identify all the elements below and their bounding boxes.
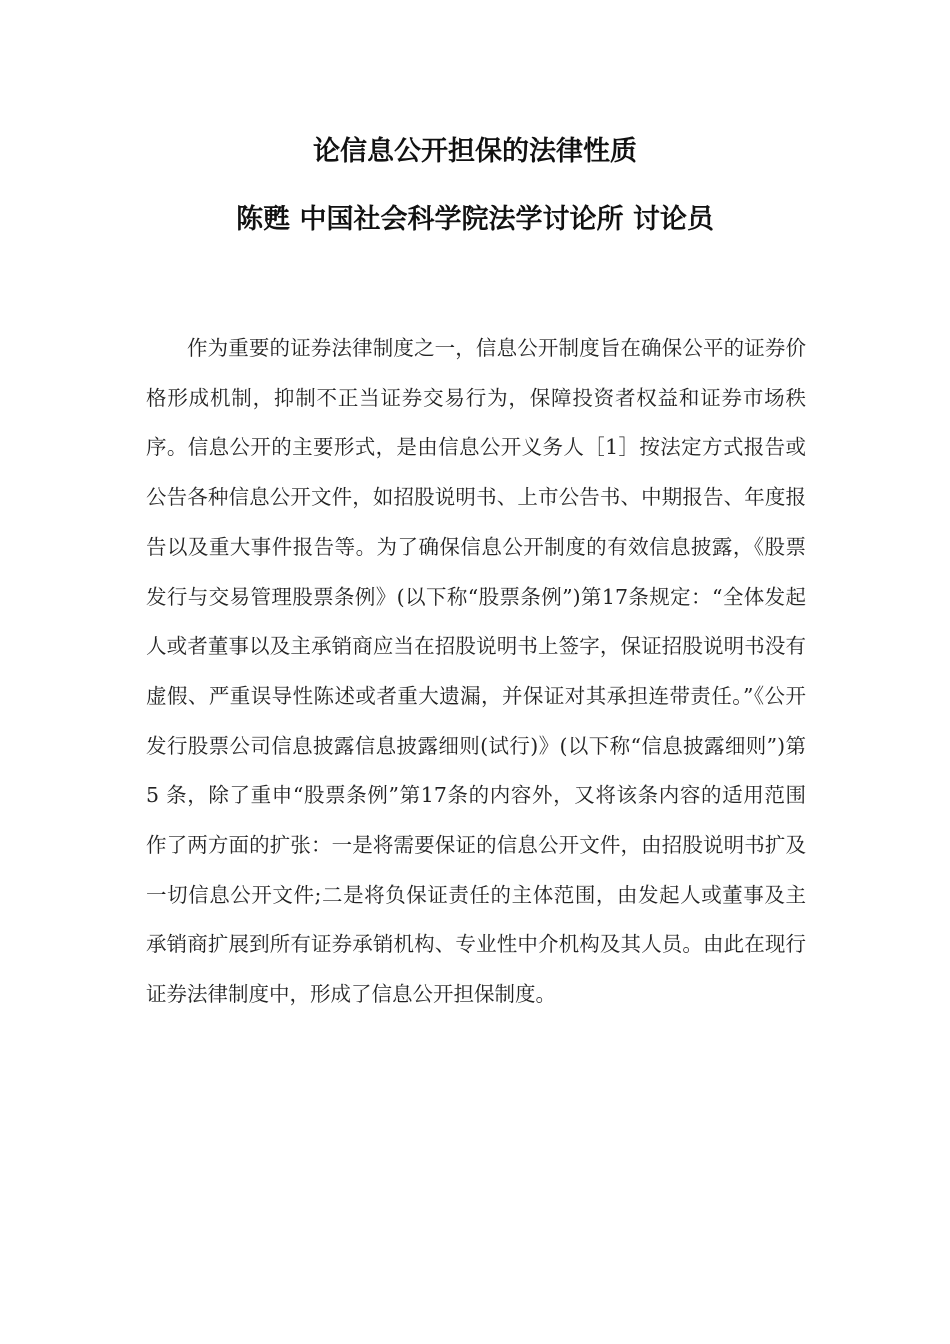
document-title: 论信息公开担保的法律性质 — [313, 136, 637, 167]
author-line: 陈甦 中国社会科学院法学讨论所 讨论员 — [236, 204, 714, 235]
body-paragraph: 作为重要的证券法律制度之一，信息公开制度旨在确保公平的证券价格形成机制，抑制不正当证券交易行为，保障投资者权益和证券市场秩序。信息公开的主要形式，是由信息公开义务人［1］按法定方式报告或公告各种信息公开文件，如招股说明书、上市公告书、中期报告、年度报告以及重大事件报告等。为了确保信息公开制度的有效信息披露，《股票发行与交易管理股票条例》(以下称“股票条例”)第17条规定：“全体发起人或者董事以及主承销商应当在招股说明书上签字，保证招股说明书没有虚假、严重误导性陈述或者重大遗漏，并保证对其承担连带责任。”《公开发行股票公司信息披露信息披露细则(试行)》(以下称“信息披露细则”)第5 条，除了重申“股票条例”第17条的内容外，又将该条内容的适用范围作了两方面的扩张：一是将需要保证的信息公开文件，由招股说明书扩及一切信息公开文件;二是将负保证责任的主体范围，由发起人或董事及主承销商扩展到所有证券承销机构、专业性中介机构及其人员。由此在现行证券法律制度中，形成了信息公开担保制度。 — [146, 336, 806, 1007]
